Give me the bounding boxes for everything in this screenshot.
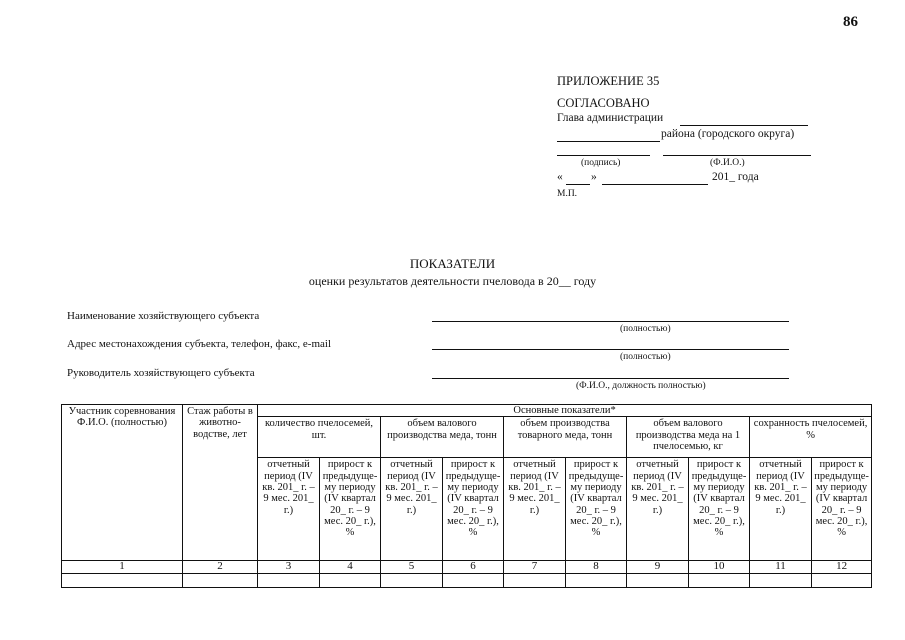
field-entity-name-line <box>432 321 789 322</box>
header-growth: прирост к предыдуще-му периоду (IV квартал 20_ г. – 9 мес. 20_ г.), % <box>443 458 504 561</box>
signature-line <box>557 155 650 156</box>
column-number: 2 <box>183 561 258 574</box>
empty-cell[interactable] <box>689 574 750 588</box>
date-open-quote: « <box>557 171 563 183</box>
column-number: 1 <box>62 561 183 574</box>
empty-cell[interactable] <box>62 574 183 588</box>
empty-cell[interactable] <box>566 574 627 588</box>
field-address-label: Адрес местонахождения субъекта, телефон, факс, e-mail <box>67 338 332 350</box>
header-experience: Стаж работы в животно-водстве, лет <box>183 405 258 561</box>
header-main-indicators: Основные показатели* <box>258 405 872 417</box>
date-close-quote: » <box>591 171 597 183</box>
empty-cell[interactable] <box>504 574 566 588</box>
date-day-line <box>566 184 590 185</box>
header-group-commodity-honey: объем производства товарного меда, тонн <box>504 417 627 458</box>
header-group-honey-per-colony: объем валового производства меда на 1 пчелосемью, кг <box>627 417 750 458</box>
header-growth: прирост к предыдуще-му периоду (IV квартал 20_ г. – 9 мес. 20_ г.), % <box>320 458 381 561</box>
field-manager-hint: (Ф.И.О., должность полностью) <box>576 381 706 391</box>
header-growth: прирост к предыдуще-му периоду (IV квартал 20_ г. – 9 мес. 20_ г.), % <box>812 458 872 561</box>
field-manager-label: Руководитель хозяйствующего субъекта <box>67 367 255 379</box>
date-month-line <box>602 184 708 185</box>
column-number: 6 <box>443 561 504 574</box>
header-group-gross-honey: объем валового производства меда, тонн <box>381 417 504 458</box>
field-entity-name-label: Наименование хозяйствующего субъекта <box>67 310 260 322</box>
header-reporting-period: отчетный период (IV кв. 201_ г. – 9 мес. 201_ г.) <box>258 458 320 561</box>
fio-hint: (Ф.И.О.) <box>710 158 745 168</box>
empty-cell[interactable] <box>750 574 812 588</box>
header-reporting-period: отчетный период (IV кв. 201_ г. – 9 мес. 201_ г.) <box>750 458 812 561</box>
agreed-label: СОГЛАСОВАНО <box>557 96 650 110</box>
column-number: 3 <box>258 561 320 574</box>
district-label: района (городского округа) <box>661 128 795 140</box>
header-reporting-period: отчетный период (IV кв. 201_ г. – 9 мес. 201_ г.) <box>504 458 566 561</box>
header-group-bee-colonies: количество пчелосемей, шт. <box>258 417 381 458</box>
field-manager-line <box>432 378 789 379</box>
head-admin-line <box>680 125 808 126</box>
appendix-label: ПРИЛОЖЕНИЕ 35 <box>557 74 660 88</box>
column-number: 7 <box>504 561 566 574</box>
stamp-label: М.П. <box>557 189 578 199</box>
column-number: 9 <box>627 561 689 574</box>
date-year: 201_ года <box>712 171 759 183</box>
column-number: 5 <box>381 561 443 574</box>
page-number: 86 <box>843 14 858 30</box>
empty-cell[interactable] <box>258 574 320 588</box>
column-number: 12 <box>812 561 872 574</box>
empty-cell[interactable] <box>183 574 258 588</box>
header-growth: прирост к предыдуще-му периоду (IV квартал 20_ г. – 9 мес. 20_ г.), % <box>566 458 627 561</box>
field-address-hint: (полностью) <box>620 352 671 362</box>
signature-hint: (подпись) <box>581 158 621 168</box>
header-reporting-period: отчетный период (IV кв. 201_ г. – 9 мес. 201_ г.) <box>627 458 689 561</box>
district-line <box>557 141 660 142</box>
header-participant: Участник соревнования Ф.И.О. (полностью) <box>62 405 183 561</box>
column-number: 8 <box>566 561 627 574</box>
indicators-table <box>61 404 872 588</box>
field-address-line <box>432 349 789 350</box>
column-number: 4 <box>320 561 381 574</box>
header-group-colony-preservation: сохранность пчелосемей, % <box>750 417 872 458</box>
empty-cell[interactable] <box>627 574 689 588</box>
head-admin-label: Глава администрации <box>557 112 664 124</box>
column-number: 11 <box>750 561 812 574</box>
empty-cell[interactable] <box>812 574 872 588</box>
field-entity-name-hint: (полностью) <box>620 324 671 334</box>
empty-cell[interactable] <box>443 574 504 588</box>
column-number: 10 <box>689 561 750 574</box>
empty-cell[interactable] <box>381 574 443 588</box>
fio-line <box>663 155 811 156</box>
document-subtitle: оценки результатов деятельности пчеловода в 20__ году <box>308 274 597 288</box>
header-reporting-period: отчетный период (IV кв. 201_ г. – 9 мес. 201_ г.) <box>381 458 443 561</box>
empty-cell[interactable] <box>320 574 381 588</box>
header-growth: прирост к предыдуще-му периоду (IV квартал 20_ г. – 9 мес. 20_ г.), % <box>689 458 750 561</box>
document-title: ПОКАЗАТЕЛИ <box>409 256 496 271</box>
